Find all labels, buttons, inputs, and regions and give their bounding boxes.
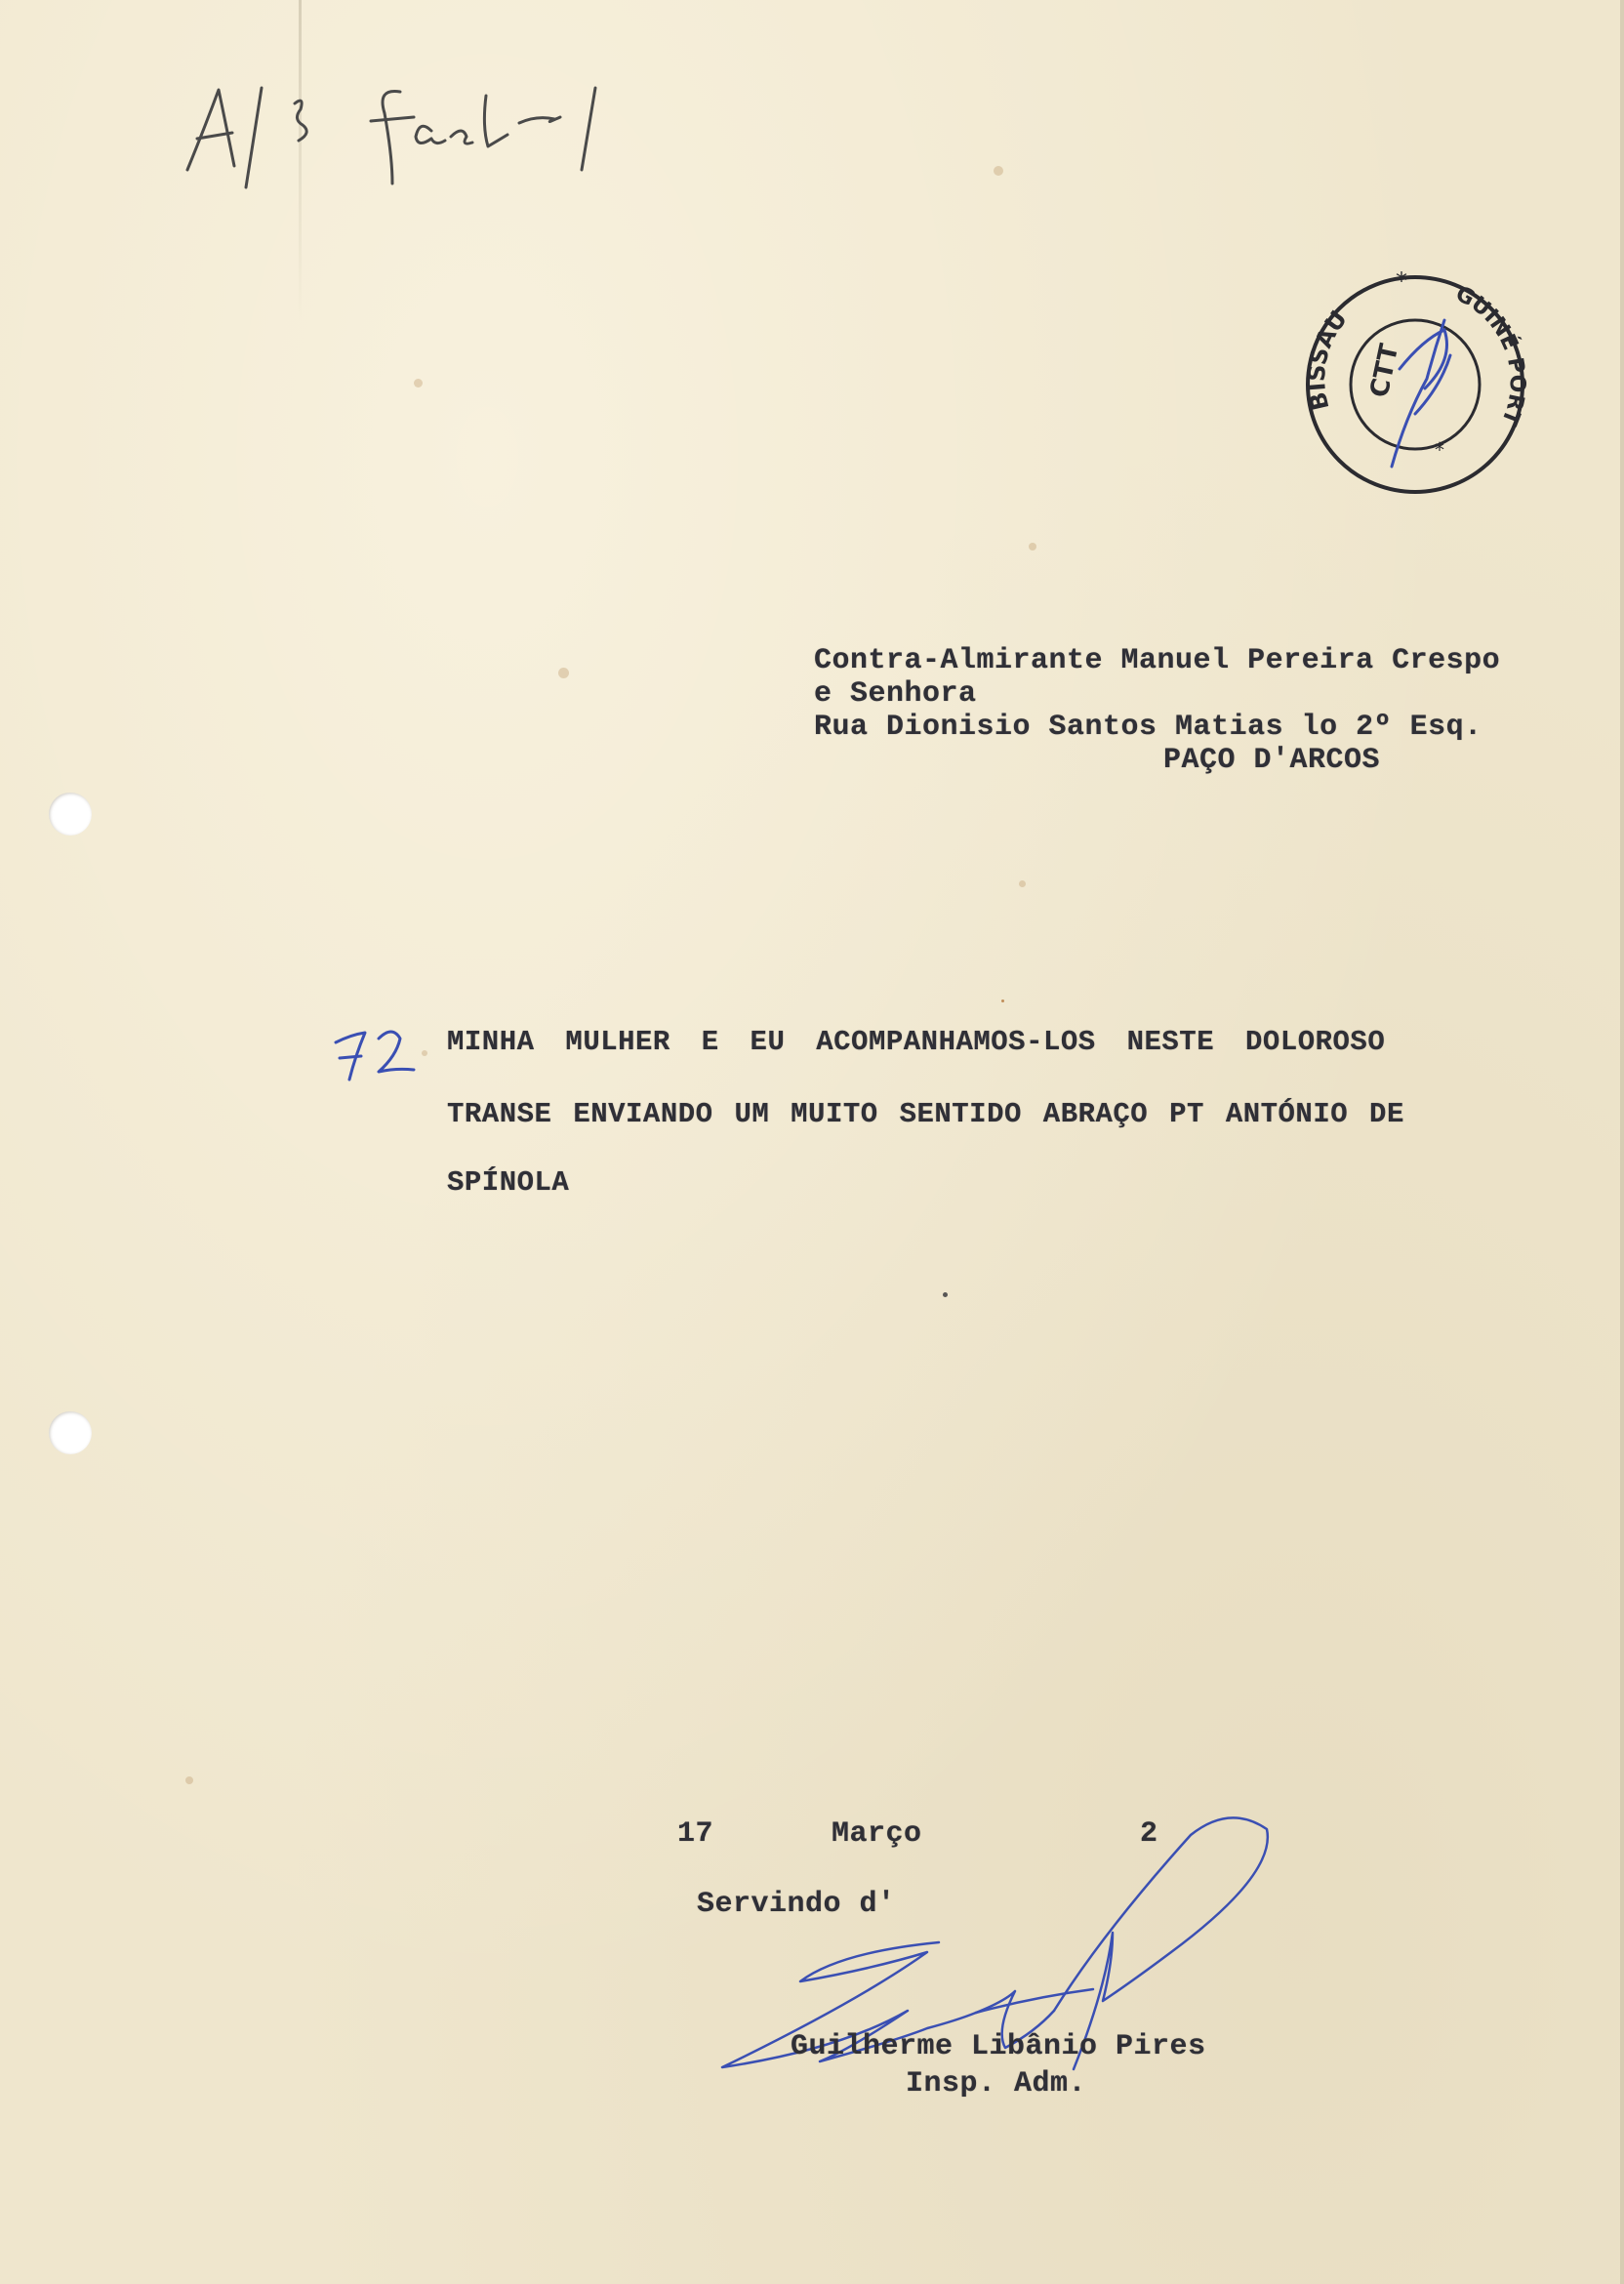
svg-text:*: *	[1435, 438, 1444, 462]
message-line-2: TRANSE ENVIANDO UM MUITO SENTIDO ABRAÇO PT ANTÓNIO DE	[447, 1098, 1404, 1130]
paper-stain	[558, 668, 569, 678]
date-year: 2	[1140, 1817, 1158, 1851]
svg-text:GUINÉ PORT	[1451, 282, 1529, 428]
ink-speck	[943, 1292, 948, 1297]
signer-title: Insp. Adm.	[906, 2067, 1087, 2100]
date-day: 17	[677, 1817, 714, 1851]
handwritten-message-number	[332, 1017, 429, 1085]
address-line-companion: e Senhora	[814, 677, 977, 711]
postmark-inner-text: CTT	[1364, 341, 1405, 400]
paper-edge	[1620, 0, 1624, 2284]
ink-speck	[1001, 999, 1004, 1002]
paper-stain	[994, 166, 1003, 176]
recipient-address	[814, 644, 1575, 777]
svg-text:*: *	[1396, 267, 1407, 295]
paper-stain	[1029, 543, 1036, 551]
paper-stain	[414, 379, 423, 387]
address-line-name: Contra-Almirante Manuel Pereira Crespo	[814, 644, 1501, 677]
closing-text: Servindo d'	[697, 1888, 896, 1921]
punch-hole-top	[49, 793, 92, 836]
message-line-3: SPÍNOLA	[447, 1166, 570, 1199]
postmark-text-left: BISSAU	[1302, 306, 1353, 414]
paper-stain	[1019, 880, 1026, 887]
handwritten-note	[176, 68, 722, 205]
punch-hole-bottom	[49, 1411, 92, 1454]
postmark-stamp	[1298, 262, 1542, 496]
paper-stain	[185, 1776, 193, 1784]
address-line-street: Rua Dionisio Santos Matias lo 2º Esq.	[814, 711, 1482, 744]
date-month: Março	[832, 1817, 922, 1851]
address-line-city: PAÇO D'ARCOS	[1163, 744, 1381, 777]
message-line-1: MINHA MULHER E EU ACOMPANHAMOS-LOS NESTE DOLOROSO	[447, 1026, 1386, 1058]
signer-name: Guilherme Libânio Pires	[791, 2030, 1206, 2063]
svg-text:BISSAU	[1303, 306, 1353, 413]
postmark-text-right: GUINÉ PORT	[1451, 281, 1529, 428]
